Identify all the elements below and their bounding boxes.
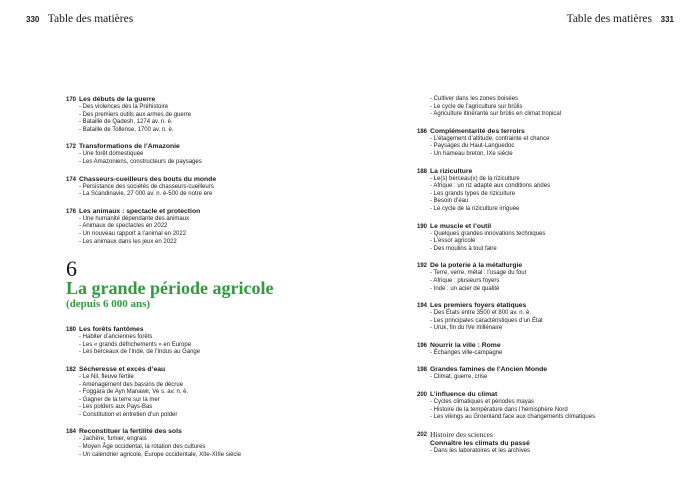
- entry-page-number: 182: [66, 366, 77, 373]
- entry-page-number: 188: [417, 168, 428, 175]
- entry-subitems: [430, 350, 667, 358]
- toc-subitem: - Un hameau breton, IXe siècle: [430, 150, 513, 157]
- entry-subitems: [430, 231, 667, 254]
- continued-entry: [430, 96, 667, 119]
- toc-subitem: - Inde : un acier de qualité: [430, 285, 500, 292]
- toc-entry-196[interactable]: [417, 342, 667, 358]
- entry-title: Les forêts fantômes: [79, 326, 144, 334]
- toc-subitem: - Terre, verre, métal : l’usage du four: [430, 270, 527, 277]
- toc-subitem: - Une humanité dépendante des animaux: [79, 215, 190, 222]
- left-running-header: [26, 13, 133, 25]
- toc-subitem: - Agriculture itinérante sur brûlis en climat tropical: [430, 111, 562, 118]
- entry-title: Sécheresse et excès d’eau: [79, 365, 166, 373]
- left-entries-bottom: [66, 326, 316, 459]
- entry-title: Reconstituer la fertilité des sols: [79, 428, 182, 436]
- entry-subitems: [430, 310, 667, 333]
- toc-entry-202[interactable]: [417, 431, 667, 456]
- entry-title: De la poterie à la métallurgie: [430, 262, 523, 270]
- toc-entry-172[interactable]: [66, 143, 316, 166]
- toc-subitem: - Les berceaux de l’Inde, de l’Indus au Gange: [79, 349, 201, 356]
- toc-subitem: - Un nouveau rapport à l’animal en 2022: [79, 230, 187, 237]
- entry-subitems: [430, 270, 667, 293]
- entry-page-number: 186: [417, 128, 428, 135]
- chapter-number: 6: [66, 256, 77, 282]
- toc-subitem: - Afrique : un riz adapté aux conditions arides: [430, 183, 551, 190]
- toc-subitem: - Jachère, fumier, engrais: [79, 436, 147, 443]
- toc-subitem: - Bataille de Tollense, 1700 av. n. è.: [79, 126, 174, 133]
- toc-subitem: - Les « grands défrichements » en Europe: [79, 341, 192, 348]
- toc-entry-180[interactable]: [66, 326, 316, 357]
- toc-entry-184[interactable]: [66, 428, 316, 459]
- toc-subitem: - Un calendrier agricole, Europe occidentale, XIIe-XIIIe siècle: [79, 451, 242, 458]
- toc-entry-170[interactable]: [66, 96, 316, 134]
- entry-page-number: 194: [417, 303, 428, 310]
- toc-subitem: - Des premiers outils aux armes de guerre: [79, 111, 192, 118]
- chapter-heading: [66, 256, 316, 311]
- chapter-title: La grande période agricole: [66, 278, 274, 299]
- toc-subitem: - Des États entre 3500 et 800 av. n. è.: [430, 310, 531, 317]
- toc-subitem: - Le cycle de la riziculture irriguée: [430, 205, 520, 212]
- left-entries-top: [66, 96, 316, 246]
- right-column: [417, 96, 667, 464]
- entry-page-number: 198: [417, 367, 428, 374]
- toc-subitem: - Le Nil, fleuve fertile: [79, 373, 134, 380]
- entry-title: Transformations de l’Amazonie: [79, 143, 180, 151]
- entry-page-number: 180: [66, 327, 77, 334]
- toc-subitem: - Des moulins à tout faire: [430, 245, 497, 252]
- entry-title: Les premiers foyers étatiques: [430, 302, 527, 310]
- toc-subitem: - Histoire de la température dans l’hémisphère Nord: [430, 406, 568, 413]
- entry-subitems: [79, 104, 316, 134]
- toc-entry-190[interactable]: [417, 223, 667, 254]
- entry-page-number: 190: [417, 223, 428, 230]
- entry-subitems: [79, 216, 316, 246]
- entry-page-number: 184: [66, 429, 77, 436]
- toc-subitem: - Besoin d’eau: [430, 198, 469, 205]
- toc-subitem: - Des violences dès la Préhistoire: [79, 104, 169, 110]
- entry-subitems: [79, 334, 316, 357]
- entry-subitems: [79, 436, 316, 459]
- toc-entry-200[interactable]: [417, 391, 667, 422]
- entry-page-number: 200: [417, 392, 428, 399]
- right-entries: [417, 128, 667, 422]
- toc-subitem: - Le cycle de l’agriculture sur brûlis: [430, 103, 523, 110]
- toc-subitem: - Climat, guerre, crise: [430, 374, 488, 381]
- left-header-title: Table des matières: [47, 13, 134, 25]
- entry-page-number: 192: [417, 263, 428, 270]
- entry-title: Grandes famines de l’Ancien Monde: [430, 366, 548, 374]
- toc-subitem: - Bataille de Qadesh, 1274 av. n. è.: [79, 119, 173, 126]
- toc-entry-192[interactable]: [417, 262, 667, 293]
- entry-subitems: [430, 448, 667, 456]
- toc-subitem: - Dans les laboratoires et les archives: [430, 447, 531, 454]
- right-running-header: [567, 13, 674, 25]
- toc-entry-174[interactable]: [66, 176, 316, 199]
- entry-title: L’influence du climat: [430, 391, 498, 399]
- toc-subitem: - Les Amazoniens, constructeurs de paysages: [79, 158, 202, 165]
- toc-entry-176[interactable]: [66, 208, 316, 246]
- toc-entry-182[interactable]: [66, 366, 316, 420]
- toc-subitem: - Le(s) berceau(x) de la riziculture: [430, 175, 520, 182]
- entry-title: Les débuts de la guerre: [79, 96, 156, 103]
- chapter-subtitle: (depuis 6 000 ans): [66, 298, 151, 311]
- toc-subitem: - Cycles climatiques et périodes mayas: [430, 399, 535, 406]
- entry-subitems: [430, 136, 667, 159]
- toc-subitem: - Les principales caractéristiques d’un État: [430, 317, 543, 324]
- entry-page-number: 172: [66, 144, 77, 151]
- toc-subitem: - Aménagement des bassins de décrue: [79, 381, 184, 388]
- toc-subitem: - La Scandinavie, 27 000 av. n. è-500 de notre ère: [79, 191, 213, 198]
- toc-subitem: - L’essor agricole: [430, 238, 476, 245]
- toc-subitem: - Les polders aux Pays-Bas: [79, 404, 153, 411]
- right-header-title: Table des matières: [566, 13, 653, 25]
- toc-subitem: - Les vikings au Groenland face aux changements climatiques: [430, 414, 596, 421]
- entry-title: Complémentarité des terroirs: [430, 127, 525, 135]
- toc-subitem: - Persistance des sociétés de chasseurs-cueilleurs: [79, 183, 214, 190]
- entry-page-number: 176: [66, 208, 77, 215]
- toc-subitem: - Moyen Âge occidental, la rotation des cultures: [79, 444, 206, 451]
- entry-title: Le muscle et l’outil: [430, 222, 492, 230]
- toc-subitem: - Animaux de spectacles en 2022: [79, 223, 168, 230]
- entry-subitems: [79, 374, 316, 420]
- toc-subitem: - Échanges ville-campagne: [430, 349, 503, 356]
- left-page-number: 330: [26, 15, 40, 24]
- toc-subitem: - Cultiver dans les zones boisées: [430, 96, 519, 102]
- toc-subitem: - L’étagement d’altitude, contrainte et chance: [430, 135, 550, 142]
- entry-kicker: Histoire des sciences: [430, 429, 493, 439]
- toc-subitem: - Quelques grandes innovations techniques: [430, 230, 546, 237]
- entry-page-number: 196: [417, 342, 428, 349]
- toc-subitem: - Afrique : plusieurs foyers: [430, 277, 500, 284]
- toc-entry-194[interactable]: [417, 302, 667, 333]
- toc-subitem: - Foggara de Ayn Manawir, Ve s. av. n. è.: [79, 389, 189, 396]
- toc-subitem: - Gagner de la terre sur la mer: [79, 396, 160, 403]
- entry-page-number: 174: [66, 176, 77, 183]
- toc-subitem: - Paysages du Haut-Languedoc: [430, 143, 515, 150]
- entry-title: Chasseurs-cueilleurs des bouts du monde: [79, 175, 217, 183]
- entry-subitems: [430, 374, 667, 382]
- toc-subitem: - Constitution et entretien d’un polder: [79, 411, 178, 418]
- left-column: [66, 96, 316, 468]
- entry-title: La riziculture: [430, 167, 473, 175]
- toc-subitem: - Les grands types de riziculture: [430, 190, 516, 197]
- entry-title: Connaître les climats du passé: [430, 439, 530, 447]
- entry-subitems: [430, 399, 667, 422]
- toc-entry-186[interactable]: [417, 128, 667, 159]
- toc-subitem: - Habiter d’anciennes forêts: [79, 334, 153, 341]
- entry-subitems: [79, 184, 316, 199]
- entry-subitems: [79, 151, 316, 166]
- toc-entry-198[interactable]: [417, 366, 667, 382]
- entry-page-number: 170: [66, 97, 77, 103]
- toc-subitem: - Une forêt domestiquée: [79, 151, 144, 158]
- toc-subitem: - Les animaux dans les jeux en 2022: [79, 238, 177, 245]
- toc-entry-188[interactable]: [417, 168, 667, 214]
- entry-subitems: [430, 176, 667, 214]
- right-page-number: 331: [660, 15, 674, 24]
- entry-title: Les animaux : spectacle et protection: [79, 207, 201, 215]
- entry-page-number: 202: [417, 431, 428, 438]
- toc-subitem: - Uruk, fin du IVe millénaire: [430, 325, 503, 332]
- entry-title: Nourrir la ville : Rome: [430, 341, 501, 349]
